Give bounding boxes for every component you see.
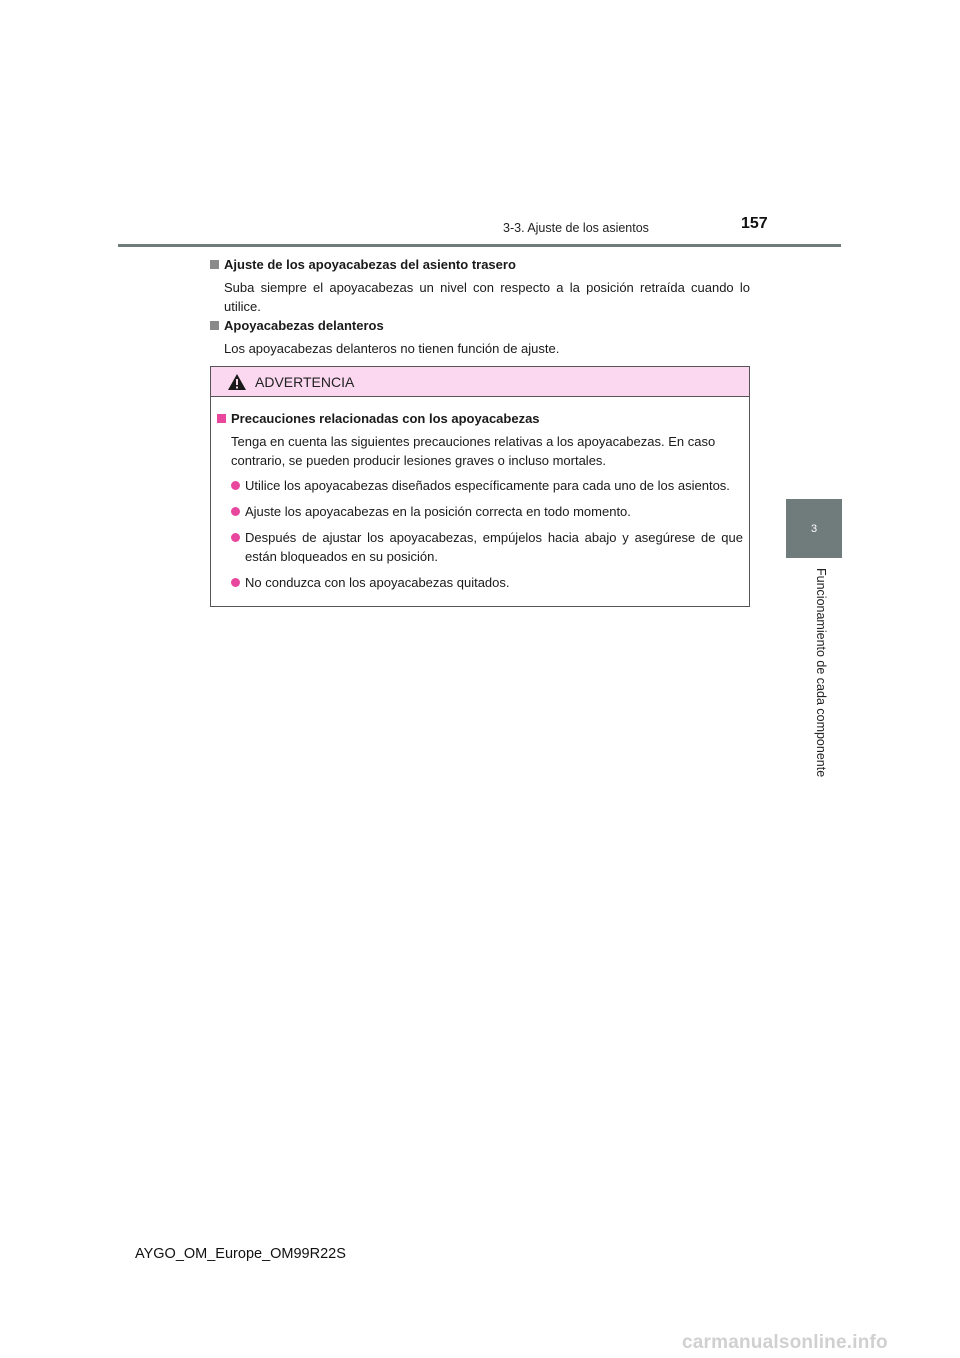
- warning-label: ADVERTENCIA: [255, 373, 355, 390]
- list-item: No conduzca con los apoyacabezas quitados.: [231, 573, 743, 592]
- header-section-title: 3-3. Ajuste de los asientos: [503, 221, 649, 235]
- square-bullet-icon: [210, 260, 219, 269]
- list-item: Después de ajustar los apoyacabezas, empújelos hacia abajo y asegúrese de que están bloqueados en su posición.: [231, 528, 743, 566]
- footer-code: AYGO_OM_Europe_OM99R22S: [135, 1246, 346, 1262]
- warning-intro: Tenga en cuenta las siguientes precauciones relativas a los apoyacabezas. En caso contrario, se pueden producir lesiones graves o incluso mortales.: [231, 434, 716, 468]
- circle-bullet-icon: [231, 481, 240, 490]
- watermark: carmanualsonline.info: [682, 1332, 888, 1353]
- square-bullet-icon: [217, 414, 226, 423]
- section-body: Los apoyacabezas delanteros no tienen función de ajuste.: [224, 341, 560, 356]
- circle-bullet-icon: [231, 533, 240, 542]
- section-title: Apoyacabezas delanteros: [224, 318, 384, 333]
- chapter-title: Funcionamiento de cada componente: [814, 568, 828, 778]
- list-item: Utilice los apoyacabezas diseñados específicamente para cada uno de los asientos.: [231, 476, 743, 495]
- warning-triangle-icon: [227, 373, 247, 391]
- page-number: 157: [741, 215, 768, 232]
- square-bullet-icon: [210, 321, 219, 330]
- warning-title: Precauciones relacionadas con los apoyacabezas: [231, 411, 540, 426]
- section-title: Ajuste de los apoyacabezas del asiento trasero: [224, 257, 516, 272]
- header-rule: [118, 244, 841, 247]
- circle-bullet-icon: [231, 507, 240, 516]
- warning-header: [211, 367, 749, 397]
- warning-box: [210, 366, 750, 607]
- chapter-number: 3: [810, 522, 818, 535]
- chapter-tab: [786, 499, 842, 558]
- section-rear-headrest: [210, 255, 750, 316]
- section-front-headrest: [210, 316, 750, 358]
- circle-bullet-icon: [231, 578, 240, 587]
- warning-list: [231, 476, 743, 592]
- list-item: Ajuste los apoyacabezas en la posición correcta en todo momento.: [231, 502, 743, 521]
- section-body: Suba siempre el apoyacabezas un nivel con respecto a la posición retraída cuando lo utilice.: [224, 280, 750, 314]
